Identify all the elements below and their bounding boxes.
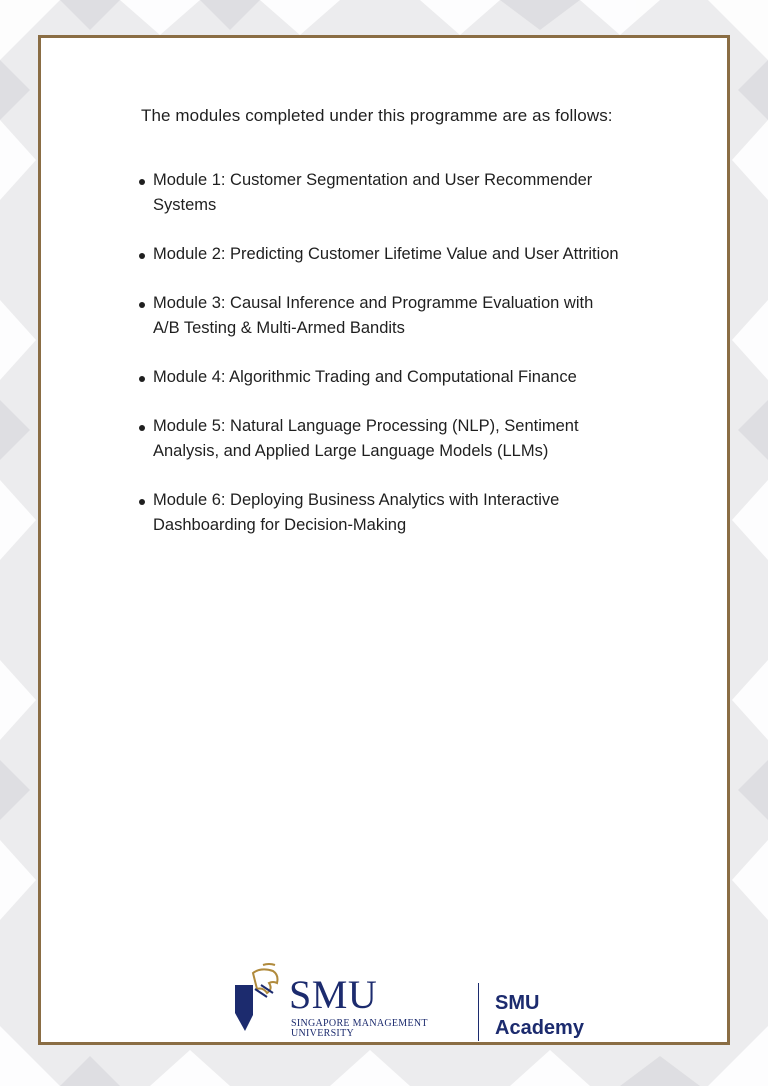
module-label: Module 4: Algorithmic Trading and Computational Finance (153, 368, 577, 386)
module-label: Module 3: Causal Inference and Programme Evaluation with A/B Testing & Multi-Armed Bandits (153, 294, 594, 337)
bullet-icon (139, 425, 145, 431)
module-label: Module 1: Customer Segmentation and User Recommender Systems (153, 171, 593, 214)
module-label: Module 5: Natural Language Processing (NLP), Sentiment Analysis, and Applied Large Language Models (LLMs) (153, 417, 579, 460)
smu-academy-logo (495, 991, 584, 1041)
module-label: Module 2: Predicting Customer Lifetime Value and User Attrition (153, 245, 619, 263)
bullet-icon (139, 302, 145, 308)
academy-line-2: Academy (495, 1017, 584, 1039)
smu-full-name: SINGAPORE MANAGEMENT UNIVERSITY (291, 1018, 428, 1039)
list-item (153, 242, 623, 267)
bullet-icon (139, 253, 145, 259)
module-label: Module 6: Deploying Business Analytics with Interactive Dashboarding for Decision-Making (153, 491, 560, 534)
module-list (153, 168, 623, 562)
list-item (153, 488, 623, 538)
content-card (38, 35, 730, 1045)
academy-line-1: SMU (495, 992, 540, 1014)
bullet-icon (139, 499, 145, 505)
list-item (153, 291, 623, 341)
smu-wordmark: SMU (289, 972, 378, 1017)
list-item (153, 414, 623, 464)
smu-lion-emblem-icon (233, 963, 285, 1038)
list-item (153, 168, 623, 218)
list-item (153, 365, 623, 390)
intro-text: The modules completed under this programme are as follows: (141, 106, 613, 125)
footer-logos (233, 963, 584, 1039)
bullet-icon (139, 179, 145, 185)
logo-divider (478, 983, 479, 1041)
bullet-icon (139, 376, 145, 382)
